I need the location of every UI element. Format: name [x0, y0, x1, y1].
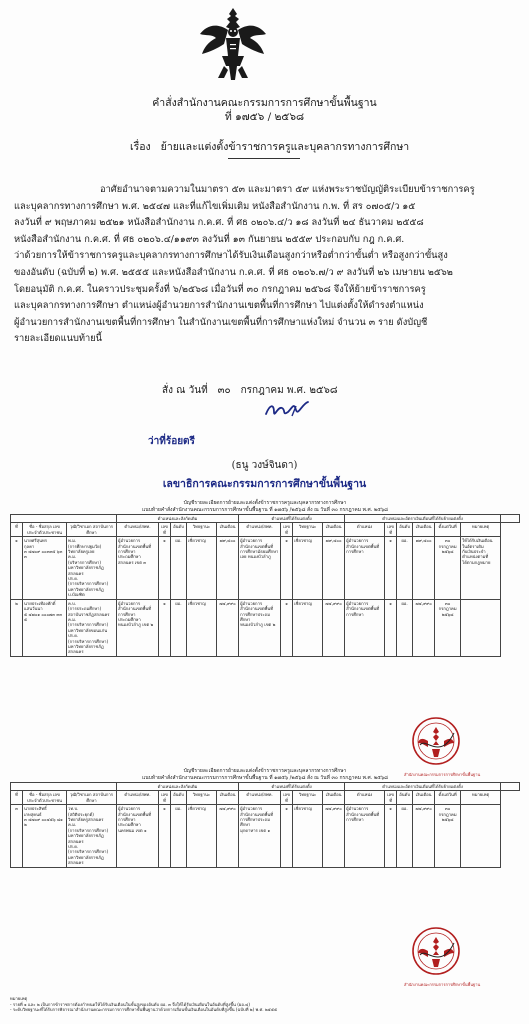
column-header: เงินเดือน: [413, 523, 435, 537]
signatory-position: เลขาธิการคณะกรรมการการศึกษาขั้นพื้นฐาน: [162, 478, 367, 490]
column-header: เลขที่: [281, 523, 293, 537]
education: [67, 599, 117, 656]
cell-text: มหาวิทยาลัยราชภัฏ: [68, 586, 104, 592]
cell-text: สำนักงานเขตพื้นที่: [240, 811, 274, 817]
order-heading: คำสั่งสำนักงานคณะกรรมการการศึกษาขั้นพื้นฐาน: [152, 97, 377, 109]
column-header: ชื่อ - ชื่อสกุล เลขประจำตัวประชาชน: [23, 523, 67, 537]
final-salary: ๗๔,๙๙๐: [413, 599, 435, 656]
signature-mark: [262, 398, 314, 422]
group-header: ตำแหน่งและอัตราเงินเดือนที่ได้รับย้ายแต่งตั้ง: [345, 783, 501, 791]
column-header: เงินเดือน: [323, 523, 345, 537]
order-body: [14, 182, 516, 348]
cell-text: การศึกษามัธยมศึกษา: [240, 549, 279, 555]
old-salary: ๗๔,๙๙๐: [217, 599, 239, 656]
old-grade: เชี่ยวชาญ: [187, 805, 217, 867]
cell-text: ผู้อำนวยการ: [346, 806, 369, 812]
signatory-name: (ธนู วงษ์จินดา): [231, 460, 298, 471]
body-line: ว่าด้วยการให้ข้าราชการครูและบุคลากรทางการศึกษาได้รับเงินเดือนสูงกว่าหรือต่ำกว่าขั้นต่ำ หรือสูงกว่าขั้นสูง: [14, 250, 448, 262]
old-number: ๑: [159, 805, 171, 867]
old-position: [117, 599, 159, 656]
column-header: ที่: [11, 791, 23, 805]
cell-text: สำนักงานเขตพื้นที่: [118, 606, 151, 612]
header-spacer: [11, 515, 117, 523]
footnotes: [10, 996, 520, 1013]
new-salary: ๗๙,๔๐๐: [323, 537, 345, 599]
cell-text: ค.ม.: [68, 616, 77, 622]
header-spacer: [501, 783, 520, 791]
body-line: และบุคลากรทางการศึกษา พ.ศ. ๒๕๔๗ และที่แก้ไขเพิ่มเติม หนังสือสำนักงาน ก.พ. ที่ สร ๐๗๐๕/ว ๑๕: [14, 200, 416, 212]
column-header: ตำแหน่ง/สพท.: [117, 791, 159, 805]
cell-text: มุกดาหาร เขต ๑: [240, 827, 271, 833]
column-header: ตั้งแต่วันที่: [435, 523, 461, 537]
seal-caption: สำนักงานคณะกรรมการการศึกษาขั้นพื้นฐาน: [404, 982, 481, 987]
body-line: ของอันดับ (ฉบับที่ ๒) พ.ศ. ๒๕๕๕ และหนังสือสำนักงาน ก.ค.ศ. ที่ ศธ ๐๒๐๖.๗/ว ๙ ลงวันที่ ๒๖ เมษายน ๒๕๖๒: [14, 266, 453, 278]
old-position: [117, 805, 159, 867]
body-line: ผู้อำนวยการสำนักงานเขตพื้นที่การศึกษา ในสำนักงานเขตพื้นที่การศึกษาแห่งใหม่ จำนวน ๓ ราย ดังบัญชี: [14, 316, 428, 328]
old-rank: ผอ.: [171, 537, 187, 599]
old-grade: เชี่ยวชาญ: [187, 599, 217, 656]
issued-label: สั่ง ณ วันที่: [162, 385, 208, 396]
final-salary: ๗๙,๔๐๐: [413, 537, 435, 599]
column-header-row: [11, 791, 520, 805]
subject-label: เรื่อง: [130, 141, 151, 153]
cell-text: กับเงินประจำ: [462, 549, 486, 555]
note-line: - รายที่ ๑ และ ๒ เป็นการข้าราชการต้องกำหนดให้ได้รับเงินเดือนในขั้นสูงของอันดับ ผอ. ๓ จึงให้ได้รับเงินเดือนในอันดับที่สูงขึ้น (ผอ.๔): [10, 1001, 250, 1007]
cell-text: สกลนคร เขต ๓: [118, 559, 147, 565]
old-salary: ๗๔,๙๙๐: [217, 805, 239, 867]
cell-text: ตำแหน่งตามที่: [462, 554, 489, 560]
cell-text: การศึกษาประถมศึกษา: [240, 611, 270, 622]
final-position: [345, 599, 385, 656]
order-number: ที่ ๑๗๕๖ / ๒๕๖๘: [224, 111, 305, 123]
column-header: ชื่อ - ชื่อสกุล เลขประจำตัวประชาชน: [23, 791, 67, 805]
final-position: [345, 805, 385, 867]
group-header: ตำแหน่งและอัตราเงินเดือนที่ได้รับย้ายแต่งตั้ง: [345, 515, 501, 523]
old-grade: เชี่ยวชาญ: [187, 537, 217, 599]
attachment-subtitle: แนบท้ายคำสั่งสำนักงานคณะกรรมการการศึกษาขั้นพื้นฐาน ที่ ๑๗๕๖ /๒๕๖๘ สั่ง ณ วันที่ ๓๐ กรกฎาคม พ.ศ. ๒๕๖๘: [141, 507, 388, 513]
new-position: [239, 805, 281, 867]
cell-text: หนองบัวลำภู เขต ๒: [240, 622, 276, 628]
cell-text: ปร.ด.: [68, 633, 79, 639]
cell-text: ผู้อำนวยการ: [346, 538, 369, 544]
remark: [461, 599, 501, 656]
column-header: ตำแหน่ง/สพท.: [239, 523, 281, 537]
cell-text: ประถมศึกษา: [118, 822, 141, 828]
person-name: [23, 537, 67, 599]
order-subject: [130, 138, 409, 155]
attachment-table: [10, 782, 520, 868]
header-spacer: [501, 515, 520, 523]
effective-date: ๓๐ กรกฎาคม ๒๕๖๘: [435, 599, 461, 656]
column-header: ตำแหน่ง: [345, 791, 385, 805]
final-rank: ผอ.: [397, 599, 413, 656]
new-grade: เชี่ยวชาญ: [293, 805, 323, 867]
new-number: ๑: [281, 537, 293, 599]
cell-text: ค.ม.: [68, 554, 77, 560]
cell-text: (บริหารการศึกษา): [68, 559, 101, 565]
cell-text: (การศึกษาปฐมวัย): [68, 543, 102, 549]
cell-text: ได้ตามกฎหมาย: [462, 559, 491, 565]
final-number: ๑: [385, 599, 397, 656]
cell-text: สำนักงานเขตพื้นที่: [240, 543, 274, 549]
cell-text: ประถมศึกษา: [118, 616, 141, 622]
column-header: ตำแหน่ง/สพท.: [117, 523, 159, 537]
signatory-title: ว่าที่ร้อยตรี: [148, 436, 195, 447]
cell-text: เลย หนองบัวลำภู: [240, 554, 271, 560]
cell-text: ๕ ๔๗๐๑ ๐๐๐๗๓ ๓๓ ๕: [24, 611, 63, 622]
cell-text: การศึกษา: [346, 817, 364, 823]
cell-text: ในอัตราเดิม: [462, 543, 484, 549]
cell-text: มหาวิทยาลัยขอนแก่น: [68, 627, 108, 633]
cell-text: สำนักงานเขตพื้นที่: [346, 811, 380, 817]
cell-text: ผู้อำนวยการ: [240, 600, 263, 606]
person-name: [23, 805, 67, 867]
order-header: [0, 96, 529, 124]
column-header: เลขที่: [281, 791, 293, 805]
column-header-row: [11, 523, 520, 537]
attachment-2: [10, 768, 520, 868]
cell-text: ค.บ.: [68, 600, 77, 606]
person-name: [23, 599, 67, 656]
attachment-subtitle: แนบท้ายคำสั่งสำนักงานคณะกรรมการการศึกษาขั้นพื้นฐาน ที่ ๑๗๕๖ /๒๕๖๘ สั่ง ณ วันที่ ๓๐ กรกฎาคม พ.ศ. ๒๕๖๘: [141, 775, 388, 781]
education: [67, 537, 117, 599]
column-header: อันดับ: [397, 791, 413, 805]
cell-text: หนองบัวลำภู เขต ๒: [118, 622, 154, 628]
group-header-row: [11, 515, 520, 523]
old-position: [117, 537, 159, 599]
column-header: เลขที่: [385, 791, 397, 805]
final-rank: ผอ.: [397, 805, 413, 867]
column-header: อันดับ: [397, 523, 413, 537]
cell-text: นายประสิทธิ์: [24, 806, 47, 812]
cell-text: ผู้อำนวยการ: [118, 806, 141, 812]
cell-text: (การบริหารการศึกษา): [68, 622, 109, 628]
education: [67, 805, 117, 867]
table-row: [11, 537, 520, 599]
new-grade: เชี่ยวชาญ: [293, 537, 323, 599]
header-spacer: [11, 783, 117, 791]
new-grade: เชี่ยวชาญ: [293, 599, 323, 656]
note-line: - ระดับวิทยฐานะที่ได้รับการพิจารณาสำนักงานคณะกรรมการการศึกษาขั้นพื้นฐานว่าด้วยการเลื่อนขั้นเงินเดือนในอันดับที่สูงขึ้น (ฉบับที่ ๒) พ.ศ. ๒๕๕๕: [10, 1007, 278, 1013]
cell-text: ประถมศึกษา: [118, 554, 141, 560]
column-header: หมายเหตุ: [461, 791, 501, 805]
row-number: ๑: [11, 537, 23, 599]
attachment-title: บัญชีรายละเอียดการย้ายและแต่งตั้งข้าราชการครูและบุคลากรทางการศึกษา: [183, 768, 347, 774]
cell-text: สำนักงานเขตพื้นที่: [118, 543, 151, 549]
column-header: ตั้งแต่วันที่: [435, 791, 461, 805]
cell-text: บ.บัณฑิต: [68, 592, 85, 598]
cell-text: ค.ม.: [68, 822, 77, 828]
column-header: เงินเดือน: [413, 791, 435, 805]
cell-text: มหาวิทยาลัยราชภัฏสกลนคร: [68, 643, 104, 655]
cell-text: สำนักงานเขตพื้นที่: [346, 543, 380, 549]
cell-text: (การบริหารการศึกษา): [68, 638, 109, 644]
column-header: วิทยฐานะ: [187, 791, 217, 805]
column-header: อันดับ: [171, 523, 187, 537]
column-header: เลขที่: [159, 523, 171, 537]
cell-text: (การบริหารการศึกษา): [68, 827, 109, 833]
old-rank: ผอ.: [171, 599, 187, 656]
row-number: ๓: [11, 805, 23, 867]
cell-text: การศึกษา: [118, 549, 136, 555]
final-number: ๑: [385, 805, 397, 867]
body-line: โดยอนุมัติ ก.ค.ศ. ในคราวประชุมครั้งที่ ๖/๒๕๖๘ เมื่อวันที่ ๓๐ กรกฎาคม ๒๕๖๘ จึงให้ย้ายข้าราชการครู: [14, 283, 426, 295]
cell-text: ผู้อำนวยการ: [240, 806, 263, 812]
column-header: วิทยฐานะ: [293, 523, 323, 537]
column-header: หมายเหตุ: [461, 523, 501, 537]
new-position: [239, 537, 281, 599]
new-position: [239, 599, 281, 656]
table-row: [11, 805, 520, 867]
cell-text: ผู้อำนวยการ: [118, 600, 141, 606]
issued-day: ๓๐: [217, 385, 231, 396]
group-header-row: [11, 783, 520, 791]
cell-text: กุลคา: [24, 543, 35, 549]
cell-text: ผู้อำนวยการ: [240, 538, 263, 544]
column-header: ที่: [11, 523, 23, 537]
column-header: เลขที่: [159, 791, 171, 805]
cell-text: สำนักงานเขตพื้นที่: [346, 606, 380, 612]
remark: [461, 805, 501, 867]
column-header: วิทยฐานะ: [293, 791, 323, 805]
old-salary: ๗๙,๔๐๐: [217, 537, 239, 599]
body-line: ลงวันที่ ๙ พฤษภาคม ๒๕๒๑ หนังสือสำนักงาน ก.ค.ศ. ที่ ศธ ๐๒๐๖.๔/ว ๑๘ ลงวันที่ ๒๔ ธันวาคม ๒๕๕๘: [14, 217, 424, 229]
cell-text: การศึกษาประถมศึกษา: [240, 817, 270, 828]
cell-text: การศึกษา: [346, 549, 364, 555]
cell-text: สำนักงานเขตพื้นที่: [240, 606, 274, 612]
cell-text: สำนักงานเขตพื้นที่: [118, 811, 151, 817]
cell-text: ปร.ด.: [68, 576, 79, 582]
effective-date: ๓๐ กรกฎาคม ๒๕๖๘: [435, 805, 461, 867]
garuda-emblem-icon: [198, 4, 268, 84]
issued-line: [162, 383, 348, 398]
column-header: เลขที่: [385, 523, 397, 537]
column-header: วุฒิ/วิชาเอก สถาบันการศึกษา: [67, 523, 117, 537]
cell-text: นครพนม เขต ๑: [118, 827, 147, 833]
final-salary: ๗๔,๙๙๐: [413, 805, 435, 867]
official-seal-icon: [410, 715, 462, 773]
cell-text: ให้ได้รับเงินเดือน: [462, 538, 493, 544]
new-salary: ๗๔,๙๙๐: [323, 805, 345, 867]
column-header: วุฒิ/วิชาเอก สถาบันการศึกษา: [67, 791, 117, 805]
cell-text: พ.ม.: [68, 538, 77, 544]
cell-text: ผู้อำนวยการ: [346, 600, 369, 606]
cell-text: ๓ ๔๗๐๙ ๐๐๔๕๖ ๘๑ ๒: [24, 817, 63, 828]
official-seal-icon: [410, 925, 462, 983]
cell-text: แสนวันนา: [24, 606, 43, 612]
cell-text: (การประถมศึกษา): [68, 606, 102, 612]
old-rank: ผอ.: [171, 805, 187, 867]
cell-text: มหาวิทยาลัยราชภัฏสกลนคร: [68, 565, 104, 576]
body-line: รายละเอียดแนบท้ายนี้: [14, 333, 102, 345]
body-line: และบุคลากรทางการศึกษา ตำแหน่งผู้อำนวยการสำนักงานเขตพื้นที่การศึกษา ไปแต่งตั้งให้ดำรงตำแหน่ง: [14, 300, 424, 312]
column-header: เงินเดือน: [217, 523, 239, 537]
column-header: ตำแหน่ง/สพท.: [239, 791, 281, 805]
cell-text: มหาวิทยาลัยราชภัฏสกลนคร: [68, 833, 104, 844]
new-salary: ๗๔,๙๙๐: [323, 599, 345, 656]
cell-text: นายศรีสุนทร: [24, 538, 48, 544]
cell-text: วท.บ.: [68, 806, 79, 812]
issued-month-year: กรกฎาคม พ.ศ. ๒๕๖๘: [240, 385, 338, 396]
cell-text: เกษสุคนธ์: [24, 811, 42, 817]
remark: [461, 537, 501, 599]
new-number: ๑: [281, 805, 293, 867]
column-header: วิทยฐานะ: [187, 523, 217, 537]
row-number: ๒: [11, 599, 23, 656]
cell-text: (การบริหารการศึกษา): [68, 849, 109, 855]
cell-text: นายประเทืองศักดิ์: [24, 600, 56, 606]
notes-label: หมายเหตุ: [10, 996, 28, 1001]
attachment-title: บัญชีรายละเอียดการย้ายและแต่งตั้งข้าราชการครูและบุคลากรทางการศึกษา: [183, 500, 347, 506]
body-line: หนังสือสำนักงาน ก.ค.ศ. ที่ ศธ ๐๒๐๖.๔/๑๑๙๓ ลงวันที่ ๑๓ กันยายน ๒๕๕๙ ประกอบกับ กฎ ก.ค.ศ.: [14, 233, 405, 245]
cell-text: ผู้อำนวยการ: [118, 538, 141, 544]
cell-text: การศึกษา: [118, 817, 136, 823]
cell-text: การศึกษา: [346, 611, 364, 617]
cell-text: ๓ ๔๗๐๙ ๐๐๓๓๕ ๖๓ ๓: [24, 549, 63, 560]
old-number: ๑: [159, 599, 171, 656]
cell-text: การศึกษา: [118, 611, 136, 617]
column-header: เงินเดือน: [323, 791, 345, 805]
cell-text: วิทยาลัยครูสกลนคร: [68, 817, 104, 823]
group-header: ตำแหน่งที่ได้รับแต่งตั้ง: [239, 783, 345, 791]
new-number: ๑: [281, 599, 293, 656]
group-header: ตำแหน่งและสังกัดเดิม: [117, 783, 239, 791]
body-line: อาศัยอำนาจตามความในมาตรา ๕๓ และมาตรา ๕๙ แห่งพระราชบัญญัติระเบียบข้าราชการครู: [100, 184, 475, 195]
column-header: ตำแหน่ง: [345, 523, 385, 537]
header-divider: [228, 158, 300, 159]
cell-text: ปร.ด.: [68, 844, 79, 850]
attachment-1: [10, 500, 520, 657]
cell-text: (สถิติประยุกต์): [68, 811, 94, 817]
subject-text: ย้ายและแต่งตั้งข้าราชการครูและบุคลากรทางการศึกษา: [160, 141, 410, 153]
table-row: [11, 599, 520, 656]
old-number: ๑: [159, 537, 171, 599]
effective-date: ๓๐ กรกฎาคม ๒๕๖๘: [435, 537, 461, 599]
group-header: ตำแหน่งที่ได้รับแต่งตั้ง: [239, 515, 345, 523]
cell-text: วิทยาลัยครูเลย: [68, 549, 95, 555]
cell-text: (การบริหารการศึกษา): [68, 581, 109, 587]
column-header: อันดับ: [171, 791, 187, 805]
final-position: [345, 537, 385, 599]
attachment-table: [10, 514, 520, 657]
seal-caption: สำนักงานคณะกรรมการการศึกษาขั้นพื้นฐาน: [404, 772, 481, 777]
column-header: เงินเดือน: [217, 791, 239, 805]
final-number: ๑: [385, 537, 397, 599]
final-rank: ผอ.: [397, 537, 413, 599]
group-header: ตำแหน่งและสังกัดเดิม: [117, 515, 239, 523]
cell-text: มหาวิทยาลัยราชภัฏสกลนคร: [68, 854, 104, 866]
cell-text: สถาบันราชภัฏสกลนคร: [68, 611, 110, 617]
